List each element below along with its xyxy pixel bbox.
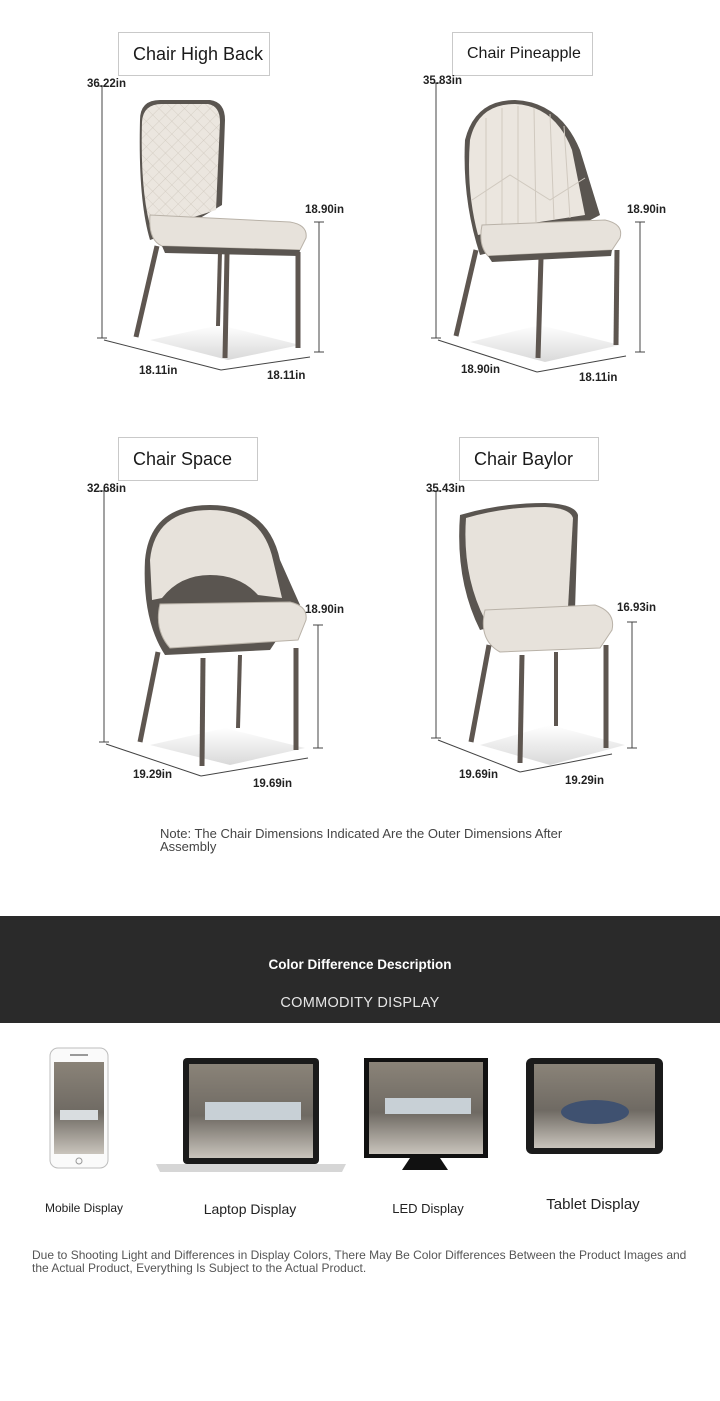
dim-depth-space: 19.29in	[133, 769, 172, 781]
chair-name-label: Chair Pineapple	[467, 45, 581, 62]
dim-seat-pineapple: 18.90in	[627, 204, 666, 216]
chair-name-label: Chair High Back	[133, 43, 264, 64]
color-disclaimer: Due to Shooting Light and Differences in Display Colors, There May Be Color Differences Between the Product Images and the Actual Product, Everything Is Subject to the Actual Product.	[32, 1248, 687, 1275]
chair-pineapple-drawing	[431, 83, 645, 372]
tablet-icon	[526, 1058, 663, 1154]
laptop-icon	[156, 1058, 346, 1172]
dim-height-high-back: 36.22in	[87, 78, 126, 90]
band-title: Color Difference Description	[268, 957, 452, 972]
led-display-label: LED Display	[392, 1201, 464, 1216]
dim-width-high-back: 18.11in	[267, 370, 306, 382]
device-displays	[0, 1040, 720, 1180]
dim-seat-high-back: 18.90in	[305, 204, 344, 216]
band-subtitle: COMMODITY DISPLAY	[280, 995, 440, 1011]
dim-height-pineapple: 35.83in	[423, 75, 462, 87]
chair-baylor-drawing	[431, 491, 637, 772]
mobile-display-label: Mobile Display	[44, 1201, 124, 1215]
dim-depth-high-back: 18.11in	[139, 365, 178, 377]
chair-name-label: Chair Baylor	[474, 448, 574, 469]
dim-height-space: 32.68in	[87, 483, 126, 495]
tablet-display-label: Tablet Display	[546, 1196, 640, 1213]
dim-width-space: 19.69in	[253, 778, 292, 790]
dim-width-pineapple: 18.11in	[579, 372, 618, 384]
chair-high-back-drawing	[97, 86, 324, 370]
dim-seat-space: 18.90in	[305, 604, 344, 616]
mobile-phone-icon	[50, 1048, 108, 1168]
led-monitor-icon	[364, 1058, 488, 1170]
dim-height-baylor: 35.43in	[426, 483, 465, 495]
dim-depth-baylor: 19.69in	[459, 769, 498, 781]
laptop-display-label: Laptop Display	[203, 1201, 297, 1217]
chair-name-label: Chair Space	[133, 448, 233, 469]
dim-depth-pineapple: 18.90in	[461, 364, 500, 376]
chair-space-drawing	[99, 491, 323, 776]
dimensions-note: Note: The Chair Dimensions Indicated Are the Outer Dimensions After Assembly	[160, 826, 563, 854]
dim-width-baylor: 19.29in	[565, 775, 604, 787]
dim-seat-baylor: 16.93in	[617, 602, 656, 614]
